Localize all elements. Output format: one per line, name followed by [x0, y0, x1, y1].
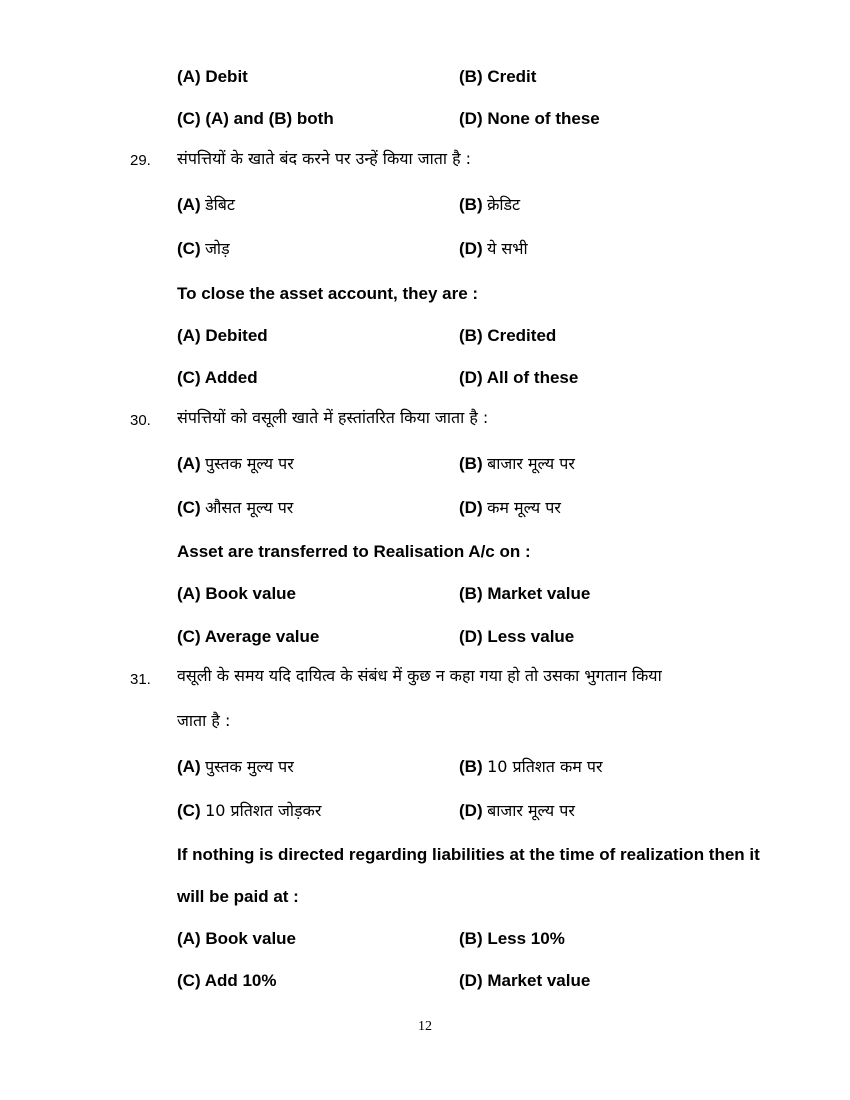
option-label: (D)	[459, 239, 483, 258]
q29-option-d: (D) All of these	[459, 368, 579, 387]
q28-option-c: (C) (A) and (B) both	[177, 109, 334, 128]
option-label: (C)	[177, 498, 201, 517]
q31-question-hindi-line2: जाता है :	[177, 711, 231, 730]
option-text: पुस्तक मुल्य पर	[205, 757, 294, 776]
option-label: (C)	[177, 801, 201, 820]
option-text: क्रेडिट	[487, 195, 521, 214]
option-text: बाजार मूल्य पर	[487, 454, 575, 473]
q30-option-d: (D) Less value	[459, 627, 575, 646]
option-text: डेबिट	[205, 195, 235, 214]
option-label: (D)	[459, 801, 483, 820]
option-text: 10 प्रतिशत जोड़कर	[205, 801, 322, 820]
q29-hindi-option-c	[177, 240, 230, 258]
option-label: (D)	[459, 498, 483, 517]
option-label: (B)	[459, 454, 483, 473]
q30-hindi-option-b	[459, 455, 575, 473]
option-text: जोड़	[205, 239, 230, 258]
q30-option-b: (B) Market value	[459, 584, 591, 603]
q30-number: 30.	[130, 412, 151, 429]
q30-question-hindi: संपत्तियों को वसूली खाते में हस्तांतरित किया जाता है :	[177, 408, 489, 427]
q31-number: 31.	[130, 671, 151, 688]
q28-option-d: (D) None of these	[459, 109, 600, 128]
q29-hindi-option-a	[177, 196, 235, 214]
q31-hindi-option-c	[177, 802, 321, 820]
option-text: बाजार मूल्य पर	[487, 801, 575, 820]
option-text: ये सभी	[487, 239, 528, 258]
q29-option-c: (C) Added	[177, 368, 258, 387]
q29-hindi-option-b	[459, 196, 520, 214]
q31-option-a: (A) Book value	[177, 929, 297, 948]
q31-question-english-line2: will be paid at :	[177, 887, 299, 906]
q29-question-english: To close the asset account, they are :	[177, 284, 479, 303]
option-text: पुस्तक मूल्य पर	[205, 454, 294, 473]
q31-hindi-option-a	[177, 758, 294, 776]
q29-question-hindi: संपत्तियों के खाते बंद करने पर उन्हें किया जाता है :	[177, 149, 472, 168]
q29-option-a: (A) Debited	[177, 326, 268, 345]
q31-question-hindi-line1: वसूली के समय यदि दायित्व के संबंध में कुछ न कहा गया हो तो उसका भुगतान किया	[177, 666, 662, 685]
q31-question-english-line1: If nothing is directed regarding liabilities at the time of realization then it	[177, 845, 760, 864]
q31-option-d: (D) Market value	[459, 971, 591, 990]
q30-hindi-option-c	[177, 499, 293, 517]
option-label: (C)	[177, 239, 201, 258]
q29-number: 29.	[130, 152, 151, 169]
q30-hindi-option-d	[459, 499, 561, 517]
option-label: (A)	[177, 195, 201, 214]
q28-option-b: (B) Credit	[459, 67, 537, 86]
q29-option-b: (B) Credited	[459, 326, 557, 345]
option-text: 10 प्रतिशत कम पर	[487, 757, 603, 776]
option-label: (B)	[459, 195, 483, 214]
q30-option-a: (A) Book value	[177, 584, 297, 603]
q30-question-english: Asset are transferred to Realisation A/c on :	[177, 542, 531, 561]
q29-hindi-option-d	[459, 240, 528, 258]
q31-option-c: (C) Add 10%	[177, 971, 277, 990]
q31-option-b: (B) Less 10%	[459, 929, 565, 948]
q30-hindi-option-a	[177, 455, 294, 473]
option-label: (A)	[177, 454, 201, 473]
option-label: (B)	[459, 757, 483, 776]
option-text: कम मूल्य पर	[487, 498, 561, 517]
q28-option-a: (A) Debit	[177, 67, 248, 86]
page-number: 12	[418, 1019, 432, 1034]
q30-option-c: (C) Average value	[177, 627, 320, 646]
q31-hindi-option-b	[459, 758, 603, 776]
option-text: औसत मूल्य पर	[205, 498, 294, 517]
option-label: (A)	[177, 757, 201, 776]
q31-hindi-option-d	[459, 802, 575, 820]
